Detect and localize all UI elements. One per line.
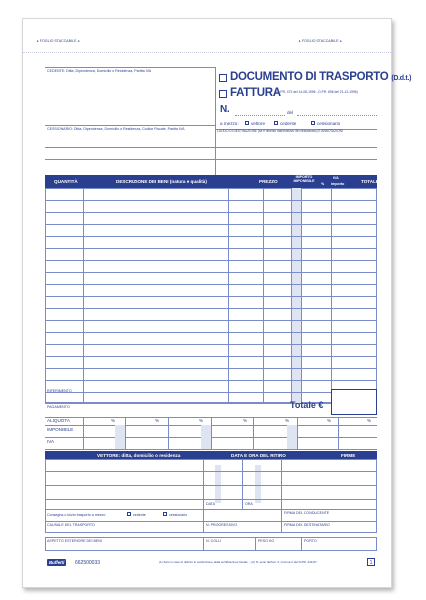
transport-cessionario-label: cessionario [317,121,341,126]
carrier-rule-1 [45,471,377,472]
goods-divider-3 [301,537,302,551]
imponibile-label: IMPONIBILE [47,427,74,432]
detach-mark-left-label: FOGLIO STACCABILE [39,39,77,43]
document-sheet [22,18,412,588]
fattura-checkbox[interactable] [219,90,227,98]
causale-label: CAUSALE DEL TRASPORTO [47,523,95,527]
aliquota-pct-2: % [155,418,160,423]
col-totale: TOTALE [361,179,379,184]
table-row[interactable] [45,260,377,261]
doc-number-field[interactable] [235,115,285,116]
doc-date-label: del [287,110,294,115]
items-table-header [45,175,377,188]
detach-mark-right: ▸ FOGLIO STACCABILE ◂ [299,39,342,43]
doc-title-ddt-suffix: (D.d.t.) [391,75,412,82]
totale-label: Totale € [290,400,324,410]
destination-line-2 [215,159,377,160]
vat-col-3 [168,417,169,449]
carrier-rule-3 [45,499,377,500]
col-prezzo: PREZZO [259,179,278,184]
col-iva-pct: % [321,182,325,186]
carrier-rule-5 [45,521,377,522]
table-row[interactable] [45,248,377,249]
table-row[interactable] [45,284,377,285]
pagamento-label: PAGAMENTO [47,405,70,409]
brand-logo: Buffetti [49,560,65,565]
riferimento-label: RIFERIMENTO [47,389,72,393]
table-row[interactable] [45,392,377,393]
goods-divider-1 [203,537,204,551]
transport-vettore-checkbox[interactable] [245,121,249,125]
vat-col-1 [83,417,84,449]
transport-vettore-label: vettore [251,121,266,126]
doc-title-ddt [230,71,411,83]
vettore-header: VETTORE: ditta, domicilio o residenza [97,452,181,458]
carrier-header [45,451,377,459]
data-ritiro-header: DATA E ORA DEL RITIRO [231,452,286,458]
copy-number: 1 [367,558,375,566]
detach-mark-right-label: FOGLIO STACCABILE [301,39,339,43]
doc-date-field[interactable] [297,115,377,116]
transport-label: a mezzo: [220,121,239,126]
carrier-divider-3 [242,459,243,509]
totale-field[interactable] [331,389,377,415]
col-iva-importo: importo [331,182,345,186]
table-row[interactable] [45,212,377,213]
vat-col-6 [297,417,298,449]
law-reference: (D.PR. 472 del 14-08-1996 - D.PR. 696 del 21-12-1996) [276,90,358,94]
destination-line-1 [215,147,377,148]
aliquota-label: ALIQUOTA [47,418,70,423]
vat-shade-3 [287,425,297,449]
ddt-checkbox[interactable] [219,74,227,82]
col-importo: IMPORTO IMPONIBILE [293,175,315,183]
firma-conducente-label: FIRMA DEL CONDUCENTE [284,511,330,515]
sender-rule [45,67,215,68]
vat-col-2 [125,417,126,449]
carrier-rule-2 [45,485,377,486]
table-row[interactable] [45,380,377,381]
transport-cedente-checkbox[interactable] [274,121,278,125]
vat-col-5 [253,417,254,449]
recipient-rule [45,125,215,126]
destination-label: LUOGO DI DESTINAZIONE (se è diverso dall'indirizzo del cessionario) E ANNOTAZIONI [217,129,343,133]
firma-destinatario-label: FIRMA DEL DESTINATARIO [284,523,330,527]
aliquota-pct-7: % [367,418,372,423]
col-iva: IVA [333,176,339,180]
recipient-line-2 [45,159,215,160]
transport-cessionario-checkbox[interactable] [311,121,315,125]
table-row[interactable] [45,332,377,333]
consegna-cessionario-label: cessionario [169,513,188,517]
table-row[interactable] [45,236,377,237]
vat-shade-2 [201,425,211,449]
doc-title-ddt-text: DOCUMENTO DI TRASPORTO [230,71,389,83]
aliquota-pct-6: % [327,418,332,423]
table-row[interactable] [45,200,377,201]
col-quantita: QUANTITÀ [54,179,78,184]
colli-label: N. COLLI [206,539,221,543]
consegna-label: Consegna o inizio trasporto a mezzo [47,513,106,517]
payment-rule [45,403,377,404]
table-row[interactable] [45,308,377,309]
col-descrizione: DESCRIZIONE DEI BENI (natura e qualità) [116,179,207,184]
iva-row-label: IVA [47,439,55,444]
data-label: DATA [206,502,216,506]
footnote: (1) Solo in caso di utilizzo in sostituzione della certificazione fiscale. - (2) N. serie dell'art. 3, comma 2 del D.PR. 441/97. [159,560,318,564]
table-row[interactable] [45,356,377,357]
recipient-label: CESSIONARIO: Ditta, Dipendenza, Domicilio o Residenza, Codice Fiscale, Partita IVA [47,127,185,131]
table-row[interactable] [45,296,377,297]
vat-shade-1 [115,425,125,449]
detach-mark-left: ▸ FOGLIO STACCABILE ◂ [37,39,80,43]
vat-col-7 [338,417,339,449]
aliquota-pct-3: % [199,418,204,423]
consegna-cedente-label: cedente [133,513,146,517]
product-code: 662500033 [75,560,101,566]
progressivo-label: N. PROGRESSIVO [206,523,238,527]
carrier-rule-4 [45,509,377,510]
recipient-line-1 [45,147,215,148]
perforation-line [23,52,393,53]
table-row[interactable] [45,224,377,225]
ora-label: ORA [245,502,253,506]
aliquota-pct-5: % [285,418,290,423]
doc-title-fattura: FATTURA [230,87,281,99]
aspetto-label: ASPETTO ESTERIORE DEI BENI [47,539,102,543]
sender-label: CEDENTE: Ditta, Dipendenza, Domicilio o Residenza, Partita IVA [47,69,152,73]
transport-cedente-label: cedente [280,121,297,126]
consegna-cessionario-checkbox[interactable] [163,512,167,516]
table-row[interactable] [45,320,377,321]
table-row[interactable] [45,368,377,369]
doc-number-label: N. [220,104,230,115]
consegna-cedente-checkbox[interactable] [127,512,131,516]
firme-header: FIRME [341,452,356,458]
peso-label: PESO KG [258,539,275,543]
aliquota-pct-4: % [243,418,248,423]
aliquota-pct-1: % [111,418,116,423]
table-row[interactable] [45,272,377,273]
vat-rule-3 [45,449,377,450]
table-row[interactable] [45,344,377,345]
goods-divider-2 [255,537,256,551]
porto-label: PORTO [304,539,317,543]
header-divider [215,67,216,185]
vat-col-4 [211,417,212,449]
